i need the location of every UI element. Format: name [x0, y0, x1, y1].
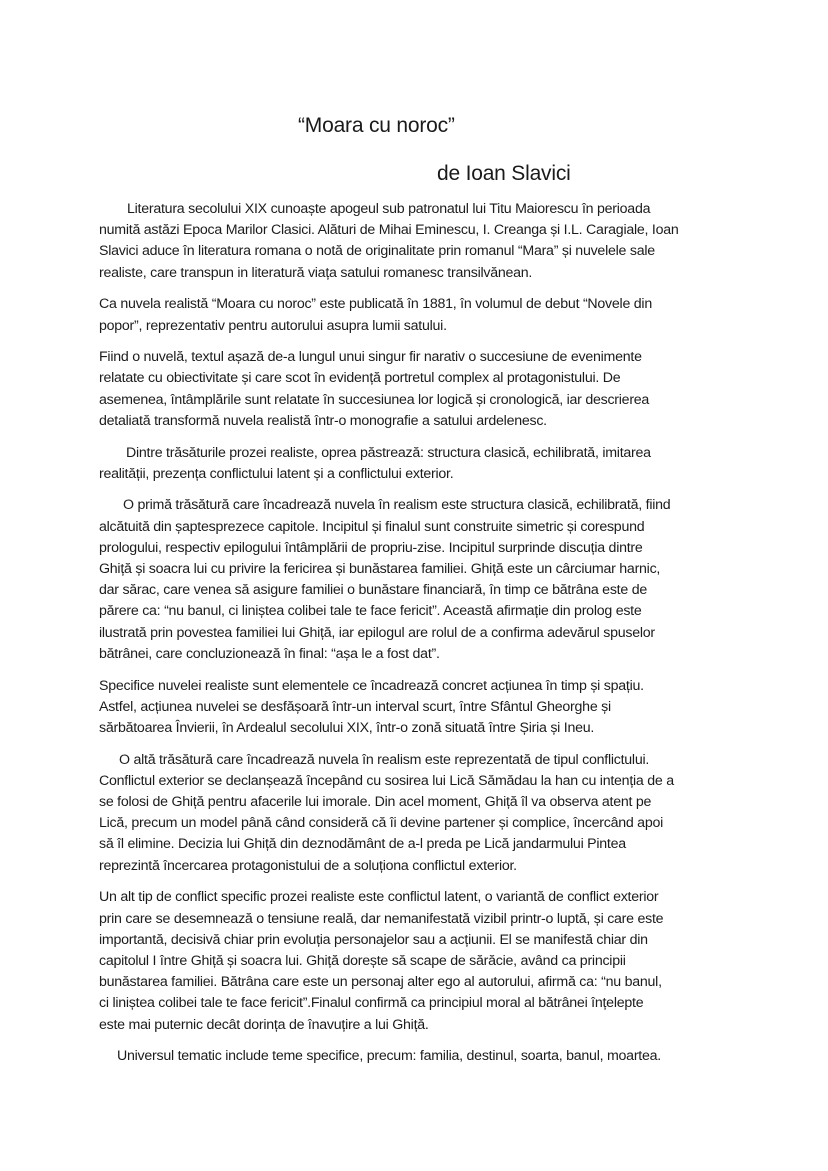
paragraph-themes: [99, 1046, 759, 1067]
text-line: să îl elimine. Decizia lui Ghiță din deznodământ de a-l preda pe Lică jandarmului Pintea: [99, 836, 626, 853]
paragraph-latent-conflict: [99, 887, 759, 1035]
text-line: popor”, reprezentativ pentru autorului asupra lumii satului.: [99, 317, 447, 334]
paragraph-exterior-conflict: [99, 750, 759, 877]
text-line: se folosi de Ghiță pentru afacerile lui imorale. Din acel moment, Ghiță îl va observa atent pe: [99, 794, 652, 811]
text-line: Universul tematic include teme specifice, precum: familia, destinul, soarta, banul, moartea.: [117, 1048, 661, 1065]
text-line: prin care se desemnează o tensiune reală, dar nemanifestată vizibil printr-o luptă, și care este: [99, 910, 664, 927]
text-line: este mai puternic decât dorința de înavuțire a lui Ghiță.: [99, 1016, 429, 1033]
paragraph-structure: [99, 495, 759, 665]
document-author: de Ioan Slavici: [437, 162, 571, 185]
text-line: sărbătoarea Învierii, în Ardealul secolului XIX, într-o zonă situată între Șiria și Ineu.: [99, 719, 595, 736]
text-line: alcătuită din șaptesprezece capitole. Incipitul și finalul sunt construite simetric și corespund: [99, 518, 645, 535]
text-line: bătrânei, care concluzionează în final: “așa le a fost dat”.: [99, 645, 440, 662]
text-line: numită astăzi Epoca Marilor Clasici. Alături de Mihai Eminescu, I. Creanga și I.L. Caragiale, Ioan: [99, 222, 679, 239]
text-line: părere ca: “nu banul, ci liniștea colibei tale te face fericit”. Această afirmație din prolog este: [99, 603, 642, 620]
text-line: relatate cu obiectivitate și care scot în evidență portretul complex al protagonistului. De: [99, 370, 621, 387]
text-line: Conflictul exterior se declanșează începând cu sosirea lui Lică Sămădau la han cu intenția de a: [99, 772, 674, 789]
text-line: asemenea, întâmplările sunt relatate în succesiunea lor logică și cronologică, iar descrierea: [99, 391, 650, 408]
paragraph-intro: [99, 199, 759, 284]
text-line: prologului, respectiv epilogului întâmplării de propriu-zise. Incipitul surprinde discuția dintre: [99, 539, 643, 556]
text-line: detaliată transformă nuvela realistă într-o monografie a satului ardelenesc.: [99, 412, 547, 429]
text-line: ilustrată prin povestea familiei lui Ghiță, iar epilogul are rolul de a confirma adevărul spuselor: [99, 624, 655, 641]
text-line: importantă, decisivă chiar prin evoluția personajelor sau a acțiunii. El se manifestă chiar din: [99, 931, 648, 948]
document-body: [99, 199, 759, 1078]
text-line: Specifice nuvelei realiste sunt elementele ce încadrează concret acțiunea în timp și spațiu.: [99, 677, 644, 694]
paragraph-novella-definition: [99, 347, 759, 432]
text-line: Ca nuvela realistă “Moara cu noroc” este publicată în 1881, în volumul de debut “Novele din: [99, 296, 652, 313]
text-line: Astfel, acțiunea nuvelei se desfășoară într-un interval scurt, între Sfântul Gheorghe și: [99, 698, 611, 715]
document-title: “Moara cu noroc”: [298, 114, 455, 137]
paragraph-time-space: [99, 676, 759, 740]
text-line: Lică, precum un model până când consideră că îi devine partener și complice, încercând apoi: [99, 815, 664, 832]
text-line: bunăstarea familiei. Bătrâna care este un personaj alter ego al autorului, afirmă ca: “nu banul,: [99, 974, 662, 991]
text-line: realiste, care transpun in literatură viața satului romanesc transilvănean.: [99, 264, 533, 281]
text-line: capitolul I între Ghiță și soacra lui. Ghiță dorește să scape de sărăcie, având ca principii: [99, 953, 626, 969]
text-line: Fiind o nuvelă, textul așază de-a lungul unui singur fir narativ o succesiune de evenimente: [99, 349, 642, 366]
text-line: Un alt tip de conflict specific prozei realiste este conflictul latent, o variantă de conflict exterior: [99, 889, 659, 906]
text-line: Slavici aduce în literatura romana o notă de originalitate prin romanul “Mara” și nuvelele sale: [99, 243, 655, 260]
text-line: O primă trăsătură care încadrează nuvela în realism este structura clasică, echilibrată, fiind: [123, 497, 671, 514]
text-line: O altă trăsătură care încadrează nuvela în realism este reprezentată de tipul conflictului.: [119, 751, 650, 768]
paragraph-realist-traits: [99, 443, 759, 485]
text-line: realității, prezența conflictului latent și a conflictului exterior.: [99, 465, 454, 482]
paragraph-publication: [99, 294, 759, 336]
text-line: Dintre trăsăturile prozei realiste, oprea păstrează: structura clasică, echilibrată, imitarea: [126, 444, 651, 461]
text-line: Literatura secolului XIX cunoaște apogeul sub patronatul lui Titu Maiorescu în perioada: [127, 201, 651, 217]
text-line: reprezintă încercarea protagonistului de a soluționa conflictul exterior.: [99, 857, 517, 874]
text-line: ci liniștea colibei tale te face fericit”.Finalul confirmă ca principiul moral al bătrânei înțelepte: [99, 995, 644, 1012]
text-line: Ghiță și soacra lui cu privire la fericirea și bunăstarea familiei. Ghiță este un cârciumar harnic,: [99, 561, 661, 578]
text-line: dar sărac, care venea să asigure familiei o bunăstare financiară, în timp ce bătrâna este de: [99, 582, 647, 599]
